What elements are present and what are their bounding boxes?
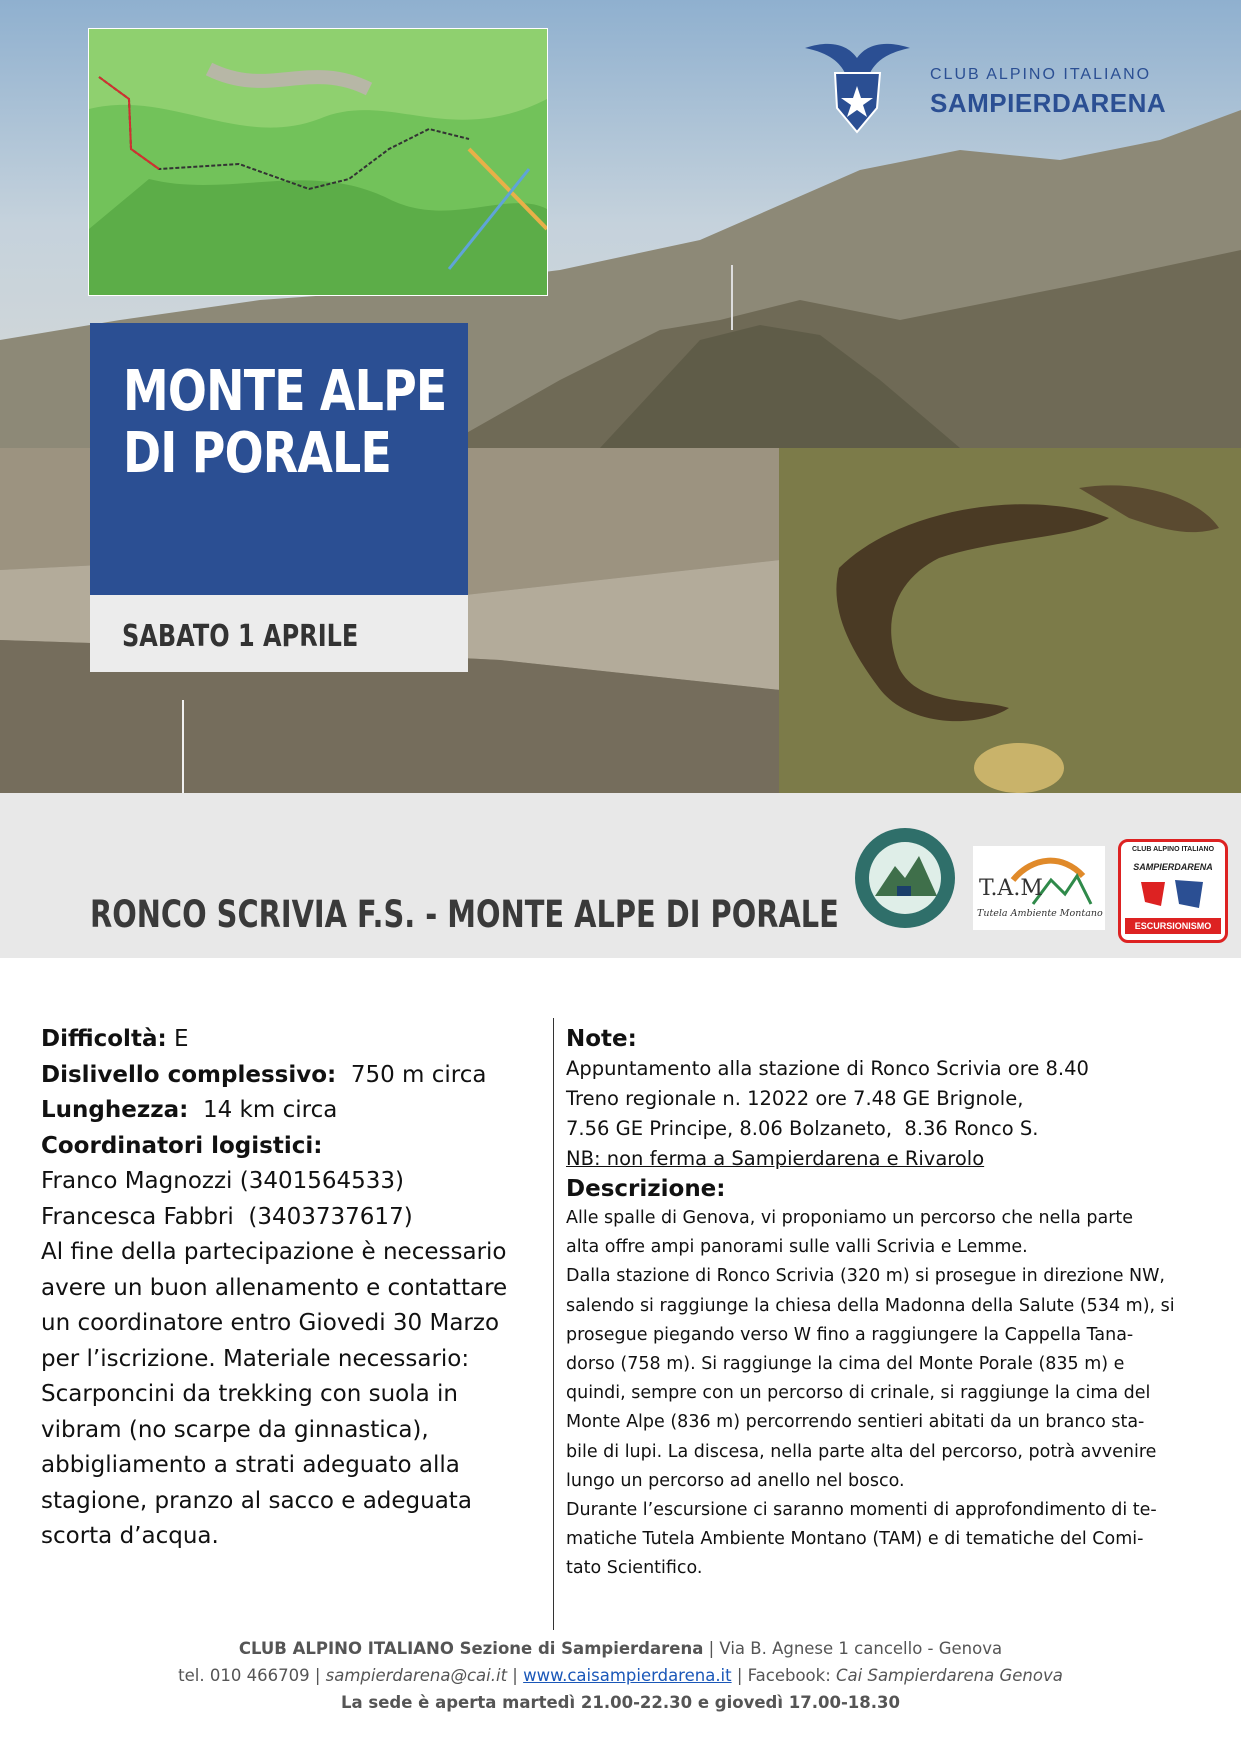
footer-facebook: Cai Sampierdarena Genova — [836, 1666, 1063, 1685]
trip-details — [41, 1022, 541, 1555]
route-title: RONCO SCRIVIA F.S. - MONTE ALPE DI PORALE — [90, 893, 839, 936]
description-line: lungo un percorso ad anello nel bosco. — [566, 1470, 905, 1491]
difficulty-label: Difficoltà: — [41, 1026, 167, 1052]
logo-title-line: CLUB ALPINO ITALIANO — [930, 66, 1152, 83]
event-date-box — [90, 595, 468, 672]
footer-facebook-label: | Facebook: — [731, 1666, 837, 1685]
elevation-label: Dislivello complessivo: — [41, 1061, 337, 1088]
description-line: bile di lupi. La discesa, nella parte alta del percorso, potrà avvenire — [566, 1441, 1157, 1462]
elevation-value: 750 m circa — [336, 1061, 487, 1088]
footer-address: | Via B. Agnese 1 cancello - Genova — [703, 1639, 1003, 1658]
escursionismo-badge-bottom: ESCURSIONISMO — [1125, 918, 1221, 934]
difficulty-row — [41, 1022, 541, 1058]
wolf-scat-photo — [779, 448, 1241, 793]
notes-nb: NB: non ferma a Sampierdarena e Rivarolo — [566, 1147, 985, 1170]
footer-separator: | — [507, 1666, 524, 1685]
description-line: Durante l’escursione ci saranno momenti di approfondimento di te- — [566, 1500, 1157, 1521]
description-line: alta offre ampi panorami sulle valli Scrivia e Lemme. — [566, 1237, 1028, 1258]
requirements-text: Al fine della partecipazione è necessario avere un buon allenamento e contattare un coordinatore entro Giovedi 30 Marzo per l’iscrizione. Materiale necessario: Scarponcini da trekking con suola in vibram (no scarpe da ginnastica), abbigliamento a strati adeguato alla stagione, pranzo al sacco e adeguata scorta d’acqua. — [41, 1239, 508, 1549]
description-heading: Descrizione: — [566, 1176, 726, 1202]
description-line: prosegue piegando verso W fino a raggiungere la Cappella Tana- — [566, 1324, 1134, 1345]
event-title-box — [90, 323, 468, 595]
event-title — [123, 361, 446, 485]
description-line: quindi, sempre con un percorso di crinale, si raggiunge la cima del — [566, 1383, 1151, 1404]
description-line: dorso (758 m). Si raggiunge la cima del Monte Porale (835 m) e — [566, 1354, 1125, 1375]
escursionismo-flags-icon — [1139, 878, 1209, 912]
column-divider — [553, 1018, 554, 1630]
length-value: 14 km circa — [188, 1097, 338, 1123]
footer-line-1 — [0, 1635, 1241, 1662]
logo-section-line: SAMPIERDARENA — [930, 88, 1167, 118]
notes-line-2: Treno regionale n. 12022 ore 7.48 GE Brignole, — [566, 1087, 1024, 1110]
tam-logo-subtitle: Tutela Ambiente Montano — [977, 908, 1103, 919]
description-line: Alle spalle di Genova, vi proponiamo un percorso che nella parte — [566, 1208, 1134, 1228]
elevation-row — [41, 1058, 541, 1094]
escursionismo-badge — [1118, 839, 1228, 943]
length-label: Lunghezza: — [41, 1097, 189, 1123]
cai-eagle-emblem-icon — [795, 28, 920, 138]
length-row — [41, 1093, 541, 1129]
notes-line-3: 7.56 GE Principe, 8.06 Bolzaneto, 8.36 Ronco S. — [566, 1117, 1039, 1140]
difficulty-value: E — [166, 1026, 189, 1052]
tam-badge — [973, 846, 1105, 930]
event-title-line2: DI PORALE — [123, 421, 392, 486]
description-line: matiche Tutela Ambiente Montano (TAM) e di tematiche del Comi- — [566, 1529, 1144, 1550]
description-line: tato Scientifico. — [566, 1558, 703, 1579]
event-title-line1: MONTE ALPE — [123, 359, 447, 424]
tam-logo-text: T.A.M — [979, 876, 1043, 901]
footer-org: CLUB ALPINO ITALIANO Sezione di Sampierdarena — [238, 1639, 704, 1658]
coordinator-1: Franco Magnozzi (3401564533) — [41, 1168, 405, 1194]
description-line: Dalla stazione di Ronco Scrivia (320 m) si prosegue in direzione NW, — [566, 1266, 1165, 1287]
cai-sampierdarena-logo — [795, 28, 1175, 138]
footer-hours: La sede è aperta martedì 21.00-22.30 e giovedì 17.00-18.30 — [341, 1693, 900, 1712]
escursionismo-badge-name: SAMPIERDARENA — [1133, 862, 1213, 872]
description-line: Monte Alpe (836 m) percorrendo sentieri abitati da un branco sta- — [566, 1412, 1145, 1433]
notes-heading: Note: — [566, 1026, 637, 1052]
coordinators-label: Coordinatori logistici: — [41, 1132, 323, 1159]
route-map-thumbnail — [88, 28, 548, 296]
event-date: SABATO 1 APRILE — [122, 619, 359, 654]
comitato-scientifico-badge — [853, 826, 957, 930]
escursionismo-badge-top: CLUB ALPINO ITALIANO — [1131, 846, 1215, 853]
coordinator-2: Francesca Fabbri (3403737617) — [41, 1203, 413, 1230]
route-map-image — [89, 29, 547, 295]
ground-photo-image — [779, 448, 1241, 793]
footer — [0, 1635, 1241, 1716]
trip-notes — [566, 1024, 1206, 1584]
footer-email[interactable]: sampierdarena@cai.it — [325, 1666, 508, 1685]
notes-line-1: Appuntamento alla stazione di Ronco Scrivia ore 8.40 — [566, 1057, 1089, 1080]
description-line: salendo si raggiunge la chiesa della Madonna della Salute (534 m), si — [566, 1295, 1175, 1316]
footer-website-link[interactable]: www.caisampierdarena.it — [523, 1666, 732, 1685]
footer-line-2 — [0, 1662, 1241, 1689]
footer-tel: tel. 010 466709 | — [178, 1666, 326, 1685]
